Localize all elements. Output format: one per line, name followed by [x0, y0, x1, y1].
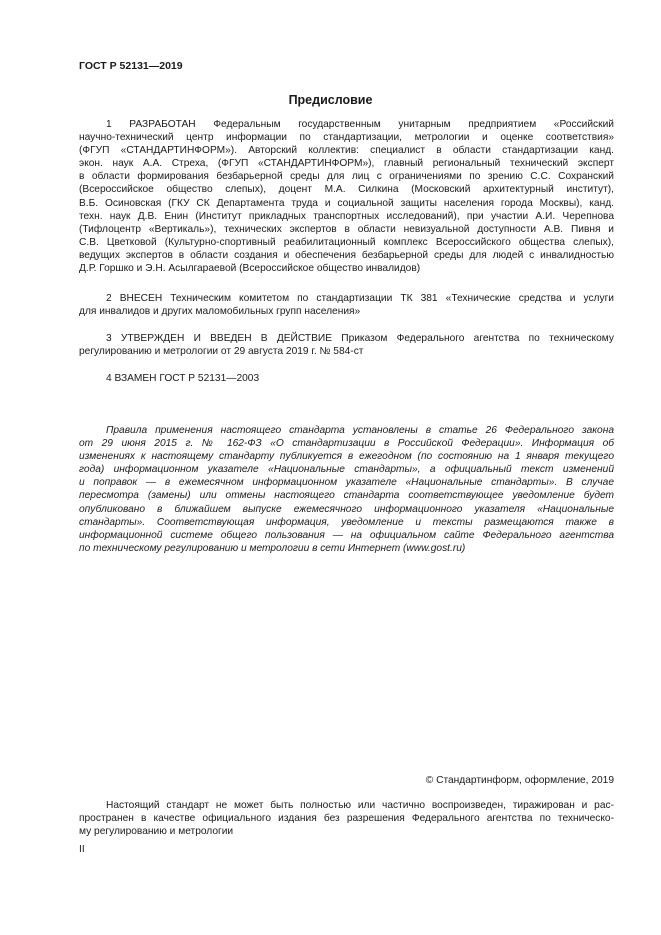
- text-line: изменениях к настоящему стандарту публикуется в ежегодном (по состоянию на 1 января текущего: [79, 451, 614, 463]
- text-line: по техническому регулированию и метрологии в сети Интернет (www.gost.ru): [79, 542, 466, 554]
- text-line: С.В. Цветковой (Культурно-спортивный реабилитационный комплекс Всероссийского общества слепых),: [79, 236, 614, 248]
- section-2-submitted: [79, 292, 614, 318]
- text-line: 3 УТВЕРЖДЕН И ВВЕДЕН В ДЕЙСТВИЕ Приказом Федерального агентства по техническому: [106, 333, 614, 344]
- text-line: от 29 июня 2015 г. № 162-ФЗ «О стандартизации в Российской Федерации». Информация об: [79, 438, 614, 450]
- document-code: ГОСТ Р 52131—2019: [79, 60, 183, 72]
- text-line: стандарты». Соответствующая информация, уведомление и тексты размещаются также в: [79, 516, 614, 528]
- text-line: экон. наук А.А. Стреха, (ФГУП «СТАНДАРТИНФОРМ»), главный региональный технический эксперт: [79, 158, 614, 170]
- text-line: (ФГУП «СТАНДАРТИНФОРМ»). Авторский коллектив: специалист в области стандартизации канд.: [79, 145, 614, 157]
- text-line: 2 ВНЕСЕН Техническим комитетом по стандартизации ТК 381 «Технические средства и услуги: [106, 293, 614, 304]
- rights-notice: [79, 799, 614, 838]
- section-3-approved: [79, 332, 614, 358]
- section-4-replaces: [79, 372, 614, 385]
- text-line: опубликовано в ближайшем выпуске ежемесячного информационного указателя «Национальные: [79, 503, 614, 515]
- text-line: ведущих экспертов в области создания и обеспечения безбарьерной среды для людей с инвалидностью: [79, 249, 614, 261]
- text-line: Настоящий стандарт не может быть полностью или частично воспроизведен, тиражирован и рас-: [106, 800, 614, 811]
- text-line: пересмотра (замены) или отмены настоящего стандарта соответствующее уведомление будет: [79, 490, 614, 502]
- text-line: В.Б. Осиновская (ГКУ СК Департамента труда и социальной защиты населения города Москвы), канд.: [79, 197, 614, 209]
- text-line: 4 ВЗАМЕН ГОСТ Р 52131—2003: [106, 373, 260, 384]
- text-line: (Всероссийское общество слепых), доцент М.А. Силкина (Московский архитектурный институт),: [79, 184, 614, 196]
- text-line: и поправок — в ежемесячном информационном указателе «Национальные стандарты». В случае: [79, 477, 614, 489]
- text-line: Правила применения настоящего стандарта установлены в статье 26 Федерального закона: [106, 425, 614, 436]
- text-line: научно-технический центр информации по стандартизации, метрологии и оценке соответствия»: [79, 132, 614, 144]
- text-line: 1 РАЗРАБОТАН Федеральным государственным унитарным предприятием «Российский: [106, 119, 614, 130]
- application-notice: [79, 424, 614, 555]
- text-line: пространен в качестве официального издания без разрешения Федерального агентства по техническо-: [79, 813, 614, 825]
- text-line: информационной системе общего пользования — на официальном сайте Федерального агентства: [79, 529, 614, 541]
- section-1-developed: [79, 118, 614, 275]
- text-line: для инвалидов и других маломобильных групп населения»: [79, 306, 361, 318]
- text-line: техн. наук Д.В. Енин (Институт прикладных транспортных исследований), при участии А.И. Черепнова: [79, 210, 614, 222]
- text-line: му регулированию и метрологии: [79, 826, 234, 838]
- text-line: года) информационном указателе «Национальные стандарты», а официальный текст изменений: [79, 464, 614, 476]
- text-line: Д.Р. Горшко и Э.Н. Асылгараевой (Всероссийское общество инвалидов): [79, 263, 421, 275]
- text-line: (Тифлоцентр «Вертикаль»), технических экспертов в области невизуальной доступности А.В. Пивня и: [79, 223, 614, 235]
- preface-title: Предисловие: [288, 93, 373, 107]
- text-line: регулированию и метрологии от 29 августа 2019 г. № 584-ст: [79, 346, 364, 358]
- copyright-notice: © Стандартинформ, оформление, 2019: [425, 775, 614, 786]
- text-line: в области формирования безбарьерной среды для лиц с ограничениями по зрению С.С. Сохранский: [79, 171, 614, 183]
- page-number: II: [79, 844, 85, 855]
